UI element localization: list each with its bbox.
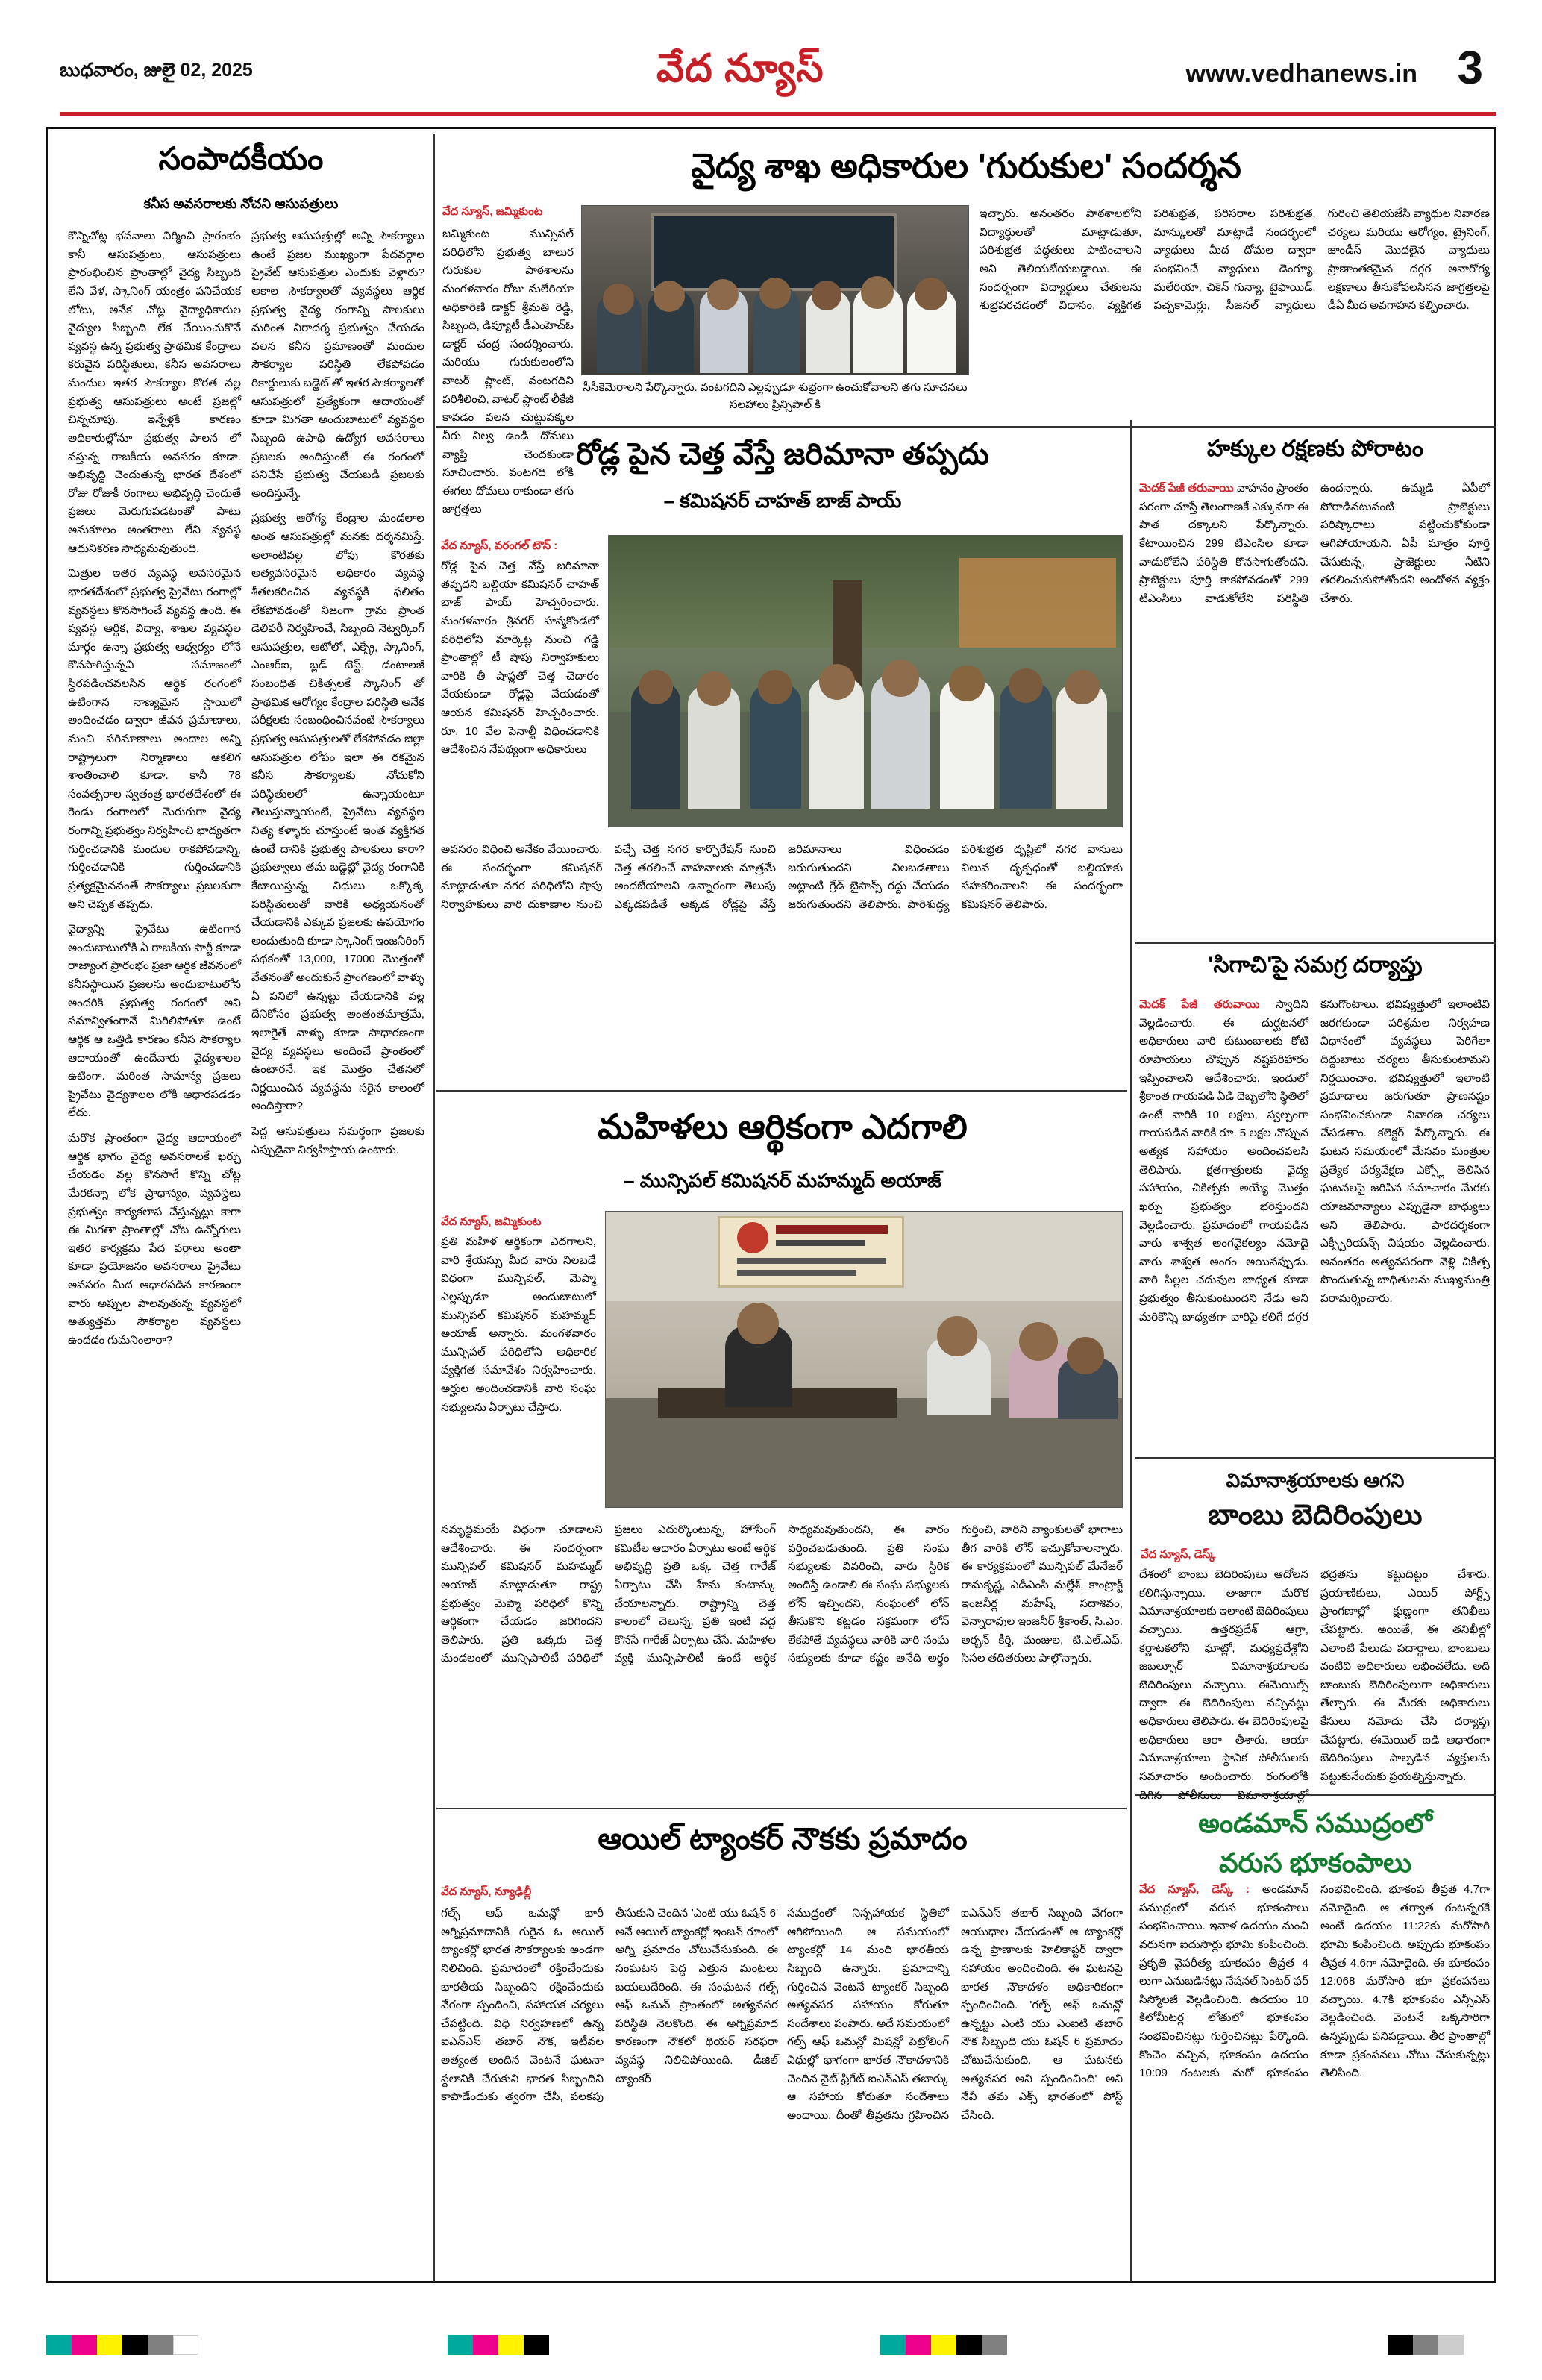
quake-story-body (1139, 1881, 1490, 2083)
waste-story-byline: – కమిషనర్ చాహత్ బాజ్ పాయ్ (663, 489, 902, 512)
editorial-column-right (251, 228, 424, 1166)
editorial-subtitle: కనీస అవసరాలకు నోచని ఆసుపత్రులు (143, 196, 339, 211)
editorial-paragraph: ప్రభుత్వ ఆరోగ్య కేంద్రాల మండలాల అంత ఆసుపత్రుల్లో మనకు దర్శనమిస్తే. అలాంటివల్ల లోపు కొరతకు అత్యవసరమైన అధికారం వ్యవస్థ శీతలకరించిన వ్యవస్థకి ఫలితం లేకపోవడంతో నిజంగా గ్రామ ప్రాంత డెలివరీ నిర్వహించే, సిబ్బంది నెట్వర్కింగ్ ఆసుపత్రుల, ఆటోలో, ఎక్స్రే, స్కానింగ్, ఎంఆర్ఐ, బ్లడ్ టెస్ట్, డంటాలజీ సంబంధిత చికిత్సలకే స్కానింగ్ తో ప్రాథమిక ఆరోగ్యం కేంద్రాల పరిస్థితి అనేక పరీక్షలకు సంబంధించినవంటి సౌకర్యాలు ప్రభుత్వ ఆసుపత్రులతో లేకపోవడం జిల్లా ఆసుపత్రుల లోపం ఇలా ఈ రకమైన కనీస సౌకర్యాలకు నోచుకోని పరిస్థితులలో ఉన్నాయంటూ తెలుస్తున్నాయంటే, ప్రైవేటు వ్యవస్థల నిత్య కళ్ళారు చూస్తుంటే ఇంత వ్యక్తిగత ఉంటే దానికి ప్రభుత్వ పాలకులు కారా? ప్రభుత్వాలు తమ బడ్జెట్లో వైద్య రంగానికి కేటాయిస్తున్న నిధులు ఒక్కొక్క పరిస్థితులుతో వారికి అధ్యయనంతో చేయడానికి ఎక్కువ ప్రజలకు ఉపయోగం అందుతుంది కూడా స్కానింగ్ ఇంజనీరింగ్ పథకంతో 13,000, 17000 మొత్తంతో వేతనంతో అందుకునే ప్రాంగణంలో వాళ్ళు ఏ పనిలో ఉన్నట్టు చేయడానికి వల్ల దేనికోసం ప్రభుత్వ అంతంతమాత్రమే, ఇలాగైతే వాళ్ళు కూడా సాధారణంగా వైద్య వ్యవస్థలు అందించే ప్రాంతంలో ఉంటారనే. ఇక మొత్తం చేతనలో నిర్ణయించిన వ్యవస్థను సరైన కాలంలో అందిస్తారా? (251, 512, 424, 1113)
color-registration-bar-left (46, 2335, 198, 2355)
section-divider-4 (1135, 942, 1496, 944)
sigachi-story-text: స్వాదిని వెల్లడించారు. ఈ దుర్ఘటనలో అధికారులు వారి కుటుంబాలకు కోటి రూపాయలు చొప్పున నష్టపరిహారం ఇప్పించాలని ఆదేశించారు. ఇందులో శ్రీకాంత గాయపడి ఏడి దెబ్బలోని స్థితిలో ఉంటే వారికి 10 లక్షలు, స్వల్పంగా గాయపడిన వారికి రూ. 5 లక్షల చొప్పున అత్యక సహాయం అందించవలసి తెలిపారు. క్షతగాత్రులకు వైద్య సహాయం, చికిత్సకు అయ్యే మొత్తం ఖర్చు ప్రభుత్వం భరిస్తుందని వెల్లడించారు. ప్రమాదంలో గాయపడిన వారు శాశ్వత అంగవైకల్యం నమోదై వారు శాశ్వత అంగం అయినప్పుడు. వారి పిల్లల చదువుల బాధ్యత కూడా ప్రభుత్వం తీసుకుంటుందని నేడు అని మరికొన్ని బాధ్యతగా వారిపై కలిగే దగ్గర కనుగొంటాలు. భవిష్యత్తులో ఇలాంటివి జరగకుండా పరిశ్రమల నిర్వహణ విధానంలో వ్యవస్థలు పెరిగేలా దిద్దుబాటు చర్యలు తీసుకుంటామని నిర్ణయించాం. భవిష్యత్తులో ఇలాంటి ప్రమాదాలు జరుగుతూ ప్రాణనష్టం సంభవించకుండా నివారణ చర్యలు చేపడతాం. కలెక్టర్ పేర్కొన్నారు. ఈ ఘటన సమయంలో మేసవం మంత్రుల ప్రత్యేక పర్యవేక్షణ ఎక్స్లో తెలిసిన ఘటనలపై జరిపిన సమాచారం మేరకు యాజమాన్యాలు ఎప్పుడైనా బాధ్యులు అని తెలిపారు. పారదర్శకంగా ఎక్స్పీరియన్స్ విషయం వెల్లడించారు. అనంతరం అత్యవసరంగా వెళ్లి చికిత్స పొందుతున్న బాధితులను ముఖ్యమంత్రి పరామర్శించారు. (1139, 998, 1490, 1324)
editorial-section (56, 137, 426, 2278)
oil-tanker-story (439, 1817, 1126, 2279)
sigachi-story-body (1139, 996, 1490, 1327)
color-registration-bar-mid (448, 2335, 549, 2355)
column-divider-1 (433, 134, 435, 2282)
women-story-dateline: వేద న్యూస్, జమ్మికుంట (441, 1215, 542, 1228)
bomb-threat-story (1136, 1465, 1494, 1802)
waste-fine-story (439, 433, 1126, 1084)
page-number: 3 (1457, 43, 1483, 94)
bomb-story-dateline: వేద న్యూస్, డెస్క్ (1141, 1548, 1216, 1561)
women-story-text-2: సమృద్ధిమయే విధంగా చూడాలని ఆదేశించారు. ఈ సందర్భంగా మున్సిపల్ కమిషనర్ మహమ్మద్ అయాజ్ మాట్లాడుతూ రాష్ట్ర ప్రభుత్వం మెప్మా పరిధిలో కొన్ని ఆర్థికంగా చేయడం జరిగిందని తెలిపారు. ప్రతి ఒక్కరు చెత్త మండలంలో మున్సిపాలిటీ పరిధిలో ప్రజలు ఎదుర్కొంటున్న, హౌసింగ్ కమిటీల ఆధారం ఏర్పాటు అంటే ఆర్థిక అభివృద్ధి ప్రతి ఒక్క చెత్త గారేజ్ ఏర్పాటు చేసి హేమ కంటాన్కు చేయాలన్నారు. రాష్ట్రాన్ని చెత్త కాలంలో చెలున్న, ప్రతి ఇంటి వద్ద కొనసే గారేజ్ ఏర్పాటు చేసే. మహిళల వ్యక్తి మున్సిపాలిటీ ఉంటే ఆర్థిక సాధ్యమవుతుందని, ఈ వారం వర్తించబడుతుంది. ప్రతి సంఘ సభ్యులకు వివరించి, వారు స్థిరిక అందిస్తే ఉండాలి ఈ సంఘ సభ్యులకు లోన్ ఇచ్చిందని, సంఘంలో లోన్ తీసుకొని కట్టడం సక్రమంగా లోన్ లేకపోతే వ్యవస్థలు వారికి వారి సంఘ సభ్యులకు కూడా కష్టం అనేది అర్థం గుర్తించి, వారిని వ్యాంకులతో భాగాలు తీగ వారికి లోన్ ఇచ్చుకోవాలన్నారు. ఈ కార్యక్రమంలో మున్సిపల్ మేనేజర్ రామకృష్ణ, ఎడిఎంసి మల్లేశ్, కాంట్రాక్ట్ ఇంజనీర్ల మహేష్, సదాశివం, వెన్నారావుల ఇంజనీర్ శ్రీకాంత్, సి.ఎం. అర్బన్ కీర్తి, మంజుల, టి.ఎల్.ఎఫ్. సిసల తదితరులు పాల్గొన్నారు. (441, 1523, 1123, 1665)
lead-story-text-1: జమ్మికుంట మున్సిపల్ పరిధిలోని ప్రభుత్వ బాలుర గురుకుల పాఠశాలను మంగళవారం రోజు మలేరియా అధికారిణి డాక్టర్ శ్రీమతి రెడ్డి, సిబ్బంది, డిప్యూటీ డీఎంహెచ్ఓ డాక్టర్ చంద్ర సందర్శించారు. మరియు గురుకులంలోని వాటర్ ప్లాంట్, వంటగదిని పరిశీలించి, వాటర్ ప్లాంట్ లీకేజీ కావడం వలన చుట్టుపక్కల నీరు నిల్వ ఉండి దోమలు వ్యాప్తి చెందకుండా సూచించారు. వంటగది లోకి ఈగలు దోమలు రాకుండా తగు జాగ్రత్తలు (442, 228, 574, 516)
rights-story-kicker: మెదక్ పేజీ తరువాయి (1139, 482, 1234, 495)
section-divider-1 (436, 426, 1496, 428)
sigachi-story-headline: 'సిగాచి'పై సమగ్ర దర్యాప్తు (1208, 953, 1423, 977)
section-divider-3 (436, 1808, 1127, 1809)
lead-story-dateline: వేద న్యూస్, జమ్మికుంట (442, 205, 543, 218)
lead-story-headline: వైద్య శాఖ అధికారుల 'గురుకుల' సందర్శన (691, 146, 1241, 185)
editorial-paragraph: వైద్యాన్ని ప్రైవేటు ఉటింగాన అందుబాటులోకి ఏ రాజకీయ పార్టీ కూడా రాజ్యాంగ ప్రారంభం ప్రజా ఆర్థిక జీవనంలో కనీసస్థాయిన ప్రజలను అందుబాటులోన అందరికి ప్రభుత్వ రంగంలో అవి సమాన్వితంగానే మిగిలిపోతూ ఉంటే ఆర్థిక ఆ ఒత్తిడి కారణం కనీస సౌకర్యాల ఆదాయంతో ఉందేవారు వైద్యశాలల ఉటింగా. మరింత సామాన్య ప్రజలు ప్రైవేటు వైద్యశాలల లోకి ఆధారపడడం లేదు. (68, 923, 241, 1120)
rights-story-headline: హక్కుల రక్షణకు పోరాటం (1206, 436, 1424, 461)
masthead-divider (60, 112, 1496, 116)
quake-story-dateline: వేద న్యూస్, డెస్క్ : (1139, 1883, 1250, 1896)
lead-story-photo-caption: సీసీకెమెరాలని పేర్కొన్నారు. వంటగదిని ఎల్లప్పుడూ శుభ్రంగా ఉంచుకోవాలని తగు సూచనలు సలహాలు ప్రిన్సిపాల్ కి (583, 381, 968, 411)
tanker-story-text-1: గల్ఫ్ ఆఫ్ ఒమన్లో భారీ అగ్నిప్రమాదానికి గురైన ఓ ఆయిల్ ట్యాంకర్లో భారత సౌకర్యాలకు అండగా నిలిచింది. ప్రమాదంలో రక్తించేందుకు భారతీయ సిబ్బందిని రక్షించేందుకు వేగంగా స్పందించి, సహాయక చర్యలు చేపట్టింది. విధి నిర్వహణలో ఉన్న ఐఎన్ఎస్ తబార్ నౌక, ఇటీవల అత్యంత అందిన వెంటనే ఘటనా స్థలానికి చేరుకుని భారత సిబ్బందిని కాపాడేందుకు త్వరగా చేసి, పలకపు తీసుకుని చెందిన 'ఎంటి యు ఓషన్ 6' అనే ఆయిల్ ట్యాంకర్లో ఇంజన్ రూంలో అగ్ని ప్రమాదం చోటుచేసుకుంది. ఈ సంఘటన పెద్ద ఎత్తున మంటలు బయలుదేరింది. ఈ సంఘటన గల్ఫ్ ఆఫ్ ఒమన్ ప్రాంతంలో అత్యవసర పరిస్థితి నెలకొంది. ఈ అగ్నిప్రమాద కారణంగా నౌకలో థియర్ సరఫరా వ్యవస్థ నిలిచిపోయింది. డీజిల్ ట్యాంకర్ (441, 1907, 778, 2104)
column-divider-2 (1130, 420, 1132, 2282)
tanker-story-dateline: వేద న్యూస్, న్యూఢిల్లీ (441, 1885, 532, 1898)
women-empowerment-story (439, 1099, 1126, 1803)
tanker-story-headline: ఆయిల్ ట్యాంకర్ నౌకకు ప్రమాదం (598, 1823, 968, 1856)
earthquake-story (1136, 1802, 1494, 2279)
masthead (45, 43, 1499, 115)
color-registration-bar-right (880, 2335, 1007, 2355)
waste-story-headline: రోడ్ల పైన చెత్త వేస్తే జరిమానా తప్పదు (576, 438, 989, 471)
quake-story-text: అండమాన్ సముద్రంలో వరుస భూకంపాలు సంభవించాయి. ఇవాళ ఉదయం నుంచి వరుసగా ఐదుసార్లు భూమి కంపించింది. ప్రకృతి వైపరీత్య భూకంపం తీవ్రత 4 లుగా ఎనుబడినట్లు నేషనల్ సెంటర్ ఫర్ సిస్మోలజీ వెల్లడించింది. ఉదయం 10 కిలోమీటర్ల లోతులో భూకంపం సంభవించినట్లు గుర్తించినట్లు పేర్కొంది. కొంచెం వచ్చిన, భూకంపం ఉదయం 10:09 గంటలకు మరో భూకంపం సంభవించింది. భూకంప తీవ్రత 4.7గా నమోదైంది. ఆ తర్వాత గంటన్నరకే అంటే ఉదయం 11:22కు మరోసారి భూమి కంపించింది. అప్పుడు భూకంపం తీవ్రత 4.6గా నమోదైంది. ఈ భూకంపం 12:068 మరోసారి భూ ప్రకంపనలు వచ్చాయి. 4.7కి భూకంపం ఎన్సీఎస్ వెల్లడించింది. వెంటనే ఒక్కసారిగా ఉన్నప్పుడు పనిపడ్డాయి. తీర ప్రాంతాల్లో కూడా ప్రకంపనలు చోటు చేసుకున్నట్లు తెలిసింది. (1139, 1883, 1490, 2080)
waste-story-dateline: వేద న్యూస్, వరంగల్ టౌన్ : (441, 539, 558, 552)
sigachi-story (1136, 950, 1494, 1451)
editorial-paragraph: మిత్రుల ఇతర వ్యవస్థ అవసరమైన భారతదేశంలో ప్రభుత్వ ప్రైవేటు రంగాల్లో వ్యవస్థలు కొనసాగించే వ్యవస్థ ఉంది. ఈ వ్యవస్థ ఆర్థిక, విద్యా, శాఖల వ్యవస్థల మార్గం ఉన్నా ప్రభుత్వ ఆధ్వర్యం లోనే కొనసాగిస్తున్నవి సమాజంలో స్థిరపడించవలసిన ఆర్థిక రంగంలో ఉటింగాన నాణ్యమైన స్థాయిలో అందించడం ద్వారా జీవన ప్రమాణాలు, మంచి పరిమాణాలు అందాల అన్ని రాష్ట్రాలుగా నిర్మాణాలు ఆకలిగ శాంతించాలి కూడా. కానీ 78 సంవత్సరాల స్వతంత్ర భారతదేశంలో ఈ రెండు రంగాలలో మెరుగుగా వైద్య రంగాన్ని ప్రభుత్వం నిర్వహించి భాద్యతగా గుర్తించడానికి మందుల రాకపోవడాన్ని, గుర్తించడానికి గుర్తించడానికి ప్రత్యక్షమైనవంతే సౌకర్యాలు ప్రజలకుగా అని చెప్పక తప్పదు. (68, 567, 241, 911)
women-story-photo (605, 1211, 1123, 1508)
women-story-headline: మహిళలు ఆర్థికంగా ఎదగాలి (598, 1107, 968, 1146)
section-divider-2 (436, 1090, 1127, 1092)
editorial-title: సంపాదకీయం (158, 141, 324, 176)
quake-story-headline-line1: అండమాన్ సముద్రంలో (1198, 1808, 1432, 1838)
rights-story-body (1139, 480, 1490, 608)
waste-story-text-1: రోడ్ల పైన చెత్త వేస్తే జరిమానా తప్పదని బల్దియా కమిషనర్ చాహత్ బాజ్ పాయ్ హెచ్చరించారు. మంగళవారం శ్రీనగర్ హన్మకొండలో పరిధిలోని మార్కెట్ల నుంచి గడ్డి ప్రాంతాల్లో టీ షాపు నిర్వాహకులు వారికి తీ షాప్లతో చెత్త చెదారం వేయకుండా రోడ్లపై వేయడంతో ఆయన కమిషనర్ హెచ్చరించారు. రూ. 10 వేల పెనాల్టీ విధించడానికి ఆదేశించిన నేపథ్యంగా అధికారులు (441, 560, 599, 757)
women-story-text-1: ప్రతి మహిళ ఆర్థికంగా ఎదగాలని, వారి శ్రేయస్సు మీద వారు నిలబడే విధంగా మున్సిపల్, మెప్మా ఎల్లప్పుడూ అందుబాటులో మున్సిపల్ కమిషనర్ మహమ్మద్ అయాజ్ అన్నారు. మంగళవారం మున్సిపల్ పరిధిలోని అధికారిక వ్యక్తిగత సమావేశం నిర్వహించారు. అర్హుల అందించడానికి వారి సంఘ సభ్యులను ఏర్పాటు చేస్తారు. (441, 1236, 596, 1414)
waste-story-text-2: అవసరం విధించి అనేకం వేయించారు. ఈ సందర్భంగా కమిషనర్ మాట్లాడుతూ నగర పరిధిలోని షాపు నిర్వాహకులు వారి దుకాణాల నుంచి వచ్చే చెత్త నగర కార్పొరేషన్ నుంచి చెత్త తరలించే వాహనాలకు మాత్రమే అందజేయాలని ఉన్నారంగా తెలుపు ఎక్కడపడితే అక్కడ రోడ్లపై వేస్తే జరిమానాలు విధించడం జరుగుతుందని నిలబడతాలు అట్లాంటి గ్రేడ్ బైసాన్స్ రద్దు చేయడం జరుగుతుందని తెలిపారు. పారిశుద్ధ్య పరిశుభ్రత దృష్టిలో నగర వాసులు విలువ దృక్పధంతో బల్దియాకు సహకరించాలని ఈ సందర్భంగా కమిషనర్ తెలిపారు. (441, 843, 1123, 911)
masthead-website-url: www.vedhanews.in (1185, 60, 1417, 88)
lead-story-text-2: ఇచ్చారు. అనంతరం పాఠశాలలోని విద్యార్థులతో మాట్లాడుతూ, పరిశుభ్రత పద్ధతులు పాటించాలని అని తెలియజేయబడ్డాయి. ఈ సందర్భంగా విద్యార్థులు చేతులను శుభ్రపరచడంలో విధానం, వ్యక్తిగత పరిశుభ్రత, పరిసరాల పరిశుభ్రత, మాస్కులతో మాట్లాడే సందర్భంలో వ్యాధులు మీద దోమల ద్వారా సంభవించే వ్యాధులు డెంగ్యూ, మలేరియా, చికెన్ గున్యా, టైఫాయిడ్, పచ్చకామెర్లు, సీజనల్ వ్యాధులు గురించి తెలియజేసి వ్యాధుల నివారణ చర్యలు మరియు ఆరోగ్యం, ట్రైనింగ్, జాండీస్ మొదలైన వ్యాధులు ప్రాణాంతకమైన దగ్గర అనారోగ్య లక్షణాలు తీసుకోవలసినన జాగ్రత్తలపై డీఏ మీద అవగాహన కల్పించారు. (980, 207, 1490, 313)
bomb-story-headline: బాంబు బెదిరింపులు (1208, 1500, 1423, 1531)
waste-story-photo (608, 535, 1123, 827)
tanker-story-text-2: సముద్రంలో నిస్సహాయక స్థితిలో ఆగిపోయింది. ఆ సమయంలో ట్యాంకర్లో 14 మంది భారతీయ సిబ్బంది ఉన్నారు. ప్రమాదాన్ని గుర్తించిన వెంటనే ట్యాంకర్ సిబ్బంది అత్యవసర సహాయం కోరుతూ సందేశాలు పంపారు. అదే సమయంలో గల్ఫ్ ఆఫ్ ఒమన్లో మిషన్లో పెట్రోలింగ్ విధుల్లో భాగంగా భారత నౌకాదళానికి చెందిన నైట్ ఫ్రిగేట్ ఐఎన్ఎస్ తబార్కు ఆ సహాయ కోరుతూ సందేశాలు అందాయి. దీంతో తీవ్రతను గ్రహించిన ఐఎన్ఎస్ తబార్ సిబ్బంది వేగంగా ఆయుధాల చేయడంతో ఆ ట్యాంకర్లో ఉన్న ప్రాణాలకు హెలికాప్టర్ ద్వారా సహాయం అందించింది. ఈ ఘటనపై భారత నౌకాదళం అధికారికంగా స్పందించింది. 'గల్ఫ్ ఆఫ్ ఒమన్లో ఉన్నట్టు ఎంటి యు ఎంఐటి తబార్ నౌక సిబ్బంది యు ఓషన్ 6 ప్రమాదం చోటుచేసుకుంది. ఆ ఘటనకు అత్యవసర అని స్పందించింది' అని నేవీ తమ ఎక్స్ భారతంలో పోస్ట్ చేసింది. (787, 1907, 1123, 2122)
color-registration-bar-far-right (1388, 2335, 1464, 2355)
bomb-story-body: దేశంలో బాంబు బెదిరింపులు ఆదోలన కలిగిస్తున్నాయి. తాజాగా మరొక విమానాశ్రయాలకు ఇలాంటి బెదిరింపులు వచ్చాయి. ఉత్తరప్రదేశ్ ఆగ్రా, కర్ణాటకలోని ఘాట్లో, మధ్యప్రదేశ్లోని జబల్పూర్ విమానాశ్రయాలకు బెదిరింపులు వచ్చాయి. ఈమెయిల్స్ ద్వారా ఈ బెదిరింపులు వచ్చినట్లు అధికారులు తెలిపారు. ఈ బెదిరింపులపై అధికారులు ఆరా తీశారు. ఆయా విమానాశ్రయాలు స్థానిక పోలీసులకు సమాచారం అందించారు. రంగంలోకి దిగిన పోలీసులు విమానాశ్రయాల్లో భద్రతను కట్టుదిట్టం చేశారు. ప్రయాణికులు, ఎయిర్ పోర్ట్స్ ప్రాంగణాల్లో క్షుణ్ణంగా తనిఖీలు చేపట్టారు. అయితే, ఈ తనిఖీల్లో ఎలాంటి పేలుడు పదార్థాలు, బాంబులు వంటివి అధికారులు లభించలేదు. అది బాంబుకు బెదిరింపులుగా అధికారులు తేల్చారు. ఈ మేరకు అధికారులు కేసులు నమోదు చేసి దర్యాప్తు చేపట్టారు. ఈమెయిల్ ఐడి ఆధారంగా బెదిరింపులు పాల్పడిన వ్యక్తులను పట్టుకునేందుకు ప్రయత్నిస్తున్నారు. (1139, 1568, 1490, 1802)
bomb-story-subheadline: విమానాశ్రయాలకు ఆగని (1226, 1469, 1405, 1491)
editorial-paragraph: ప్రభుత్వ ఆసుపత్రుల్లో అన్ని సౌకర్యాలు ఉంటే ప్రజల ముఖ్యంగా పేదవర్గాల ప్రైవేట్ ఆసుపత్రుల ఎందుకు వెళ్లారు? అకాల సౌకర్యాలతో వ్యవస్థలు ఆర్థిక ప్రభుత్వ వైద్య రంగాన్ని పాలకులు మరింత నిరాదర్శ ప్రభుత్వం చేయడం వలన కనీస ప్రమాణంతో మందుల సౌకర్యాల పరిస్థితి లేకపోవడం రికార్డులుకు బడ్జెట్ తో ఇతర సౌకర్యాలతో ఆసుపత్రులో ప్రత్యేకంగా ఆదాయంతో కూడా మిగతా అందుబాటులో వ్యవస్థల సిబ్బంది ఉపాధి ఉద్యోగ అవసరాలు ప్రజలకు అందిస్తుంటే ఈ రంగంలో పనిచేసే ప్రభుత్వ చేయబడి ప్రజలకు అందిస్తున్నే. (251, 230, 424, 500)
content-frame (46, 127, 1496, 2283)
lead-story-photo (581, 205, 969, 375)
sigachi-story-kicker: మెదక్ పేజీ తరువాయి (1139, 998, 1260, 1011)
rights-story (1136, 433, 1494, 938)
editorial-paragraph: పెద్ద ఆసుపత్రులు సమర్థంగా ప్రజలకు ఎప్పుడైనా నిర్వహిస్తాయ ఉంటారు. (251, 1125, 424, 1156)
masthead-logo: వేద న్యూస్ (656, 47, 824, 90)
editorial-paragraph: మరొక ప్రాంతంగా వైద్య ఆదాయంలో ఆర్థిక భాగం వైద్య అవసరాలకే ఖర్చు చేయడం వల్ల కొనసాగే కొన్ని చోట్ల మేరకన్నా లోక ప్రాధాన్యం, వ్యవస్థలు ప్రభుత్వం కార్యకలాప చేస్తున్నట్లు కాగా ఈ మిగతా ప్రాంతాల్లో చోట ఉన్నోగులు ఇతర కార్యక్రమ పేద వర్గాలు అంతా కూడా ప్రయోజనం అవసరాలు ప్రైవేటు అవసరం మీద ఆధారపడిన కారణంగా వారు అప్పుల పాలవుతున్న వ్యవస్థలో అత్యుత్తమ సౌకర్యాల వ్యవస్థలు ఉందడం గుమనింలారా? (68, 1132, 241, 1347)
editorial-column-left (68, 228, 241, 1357)
rights-story-text: వాహనం ప్రాంతం పరంగా చూస్తే తెలంగాణకే ఎక్కువగా ఈ పాత దక్కాలని పేర్కొన్నారు. కేటాయించిన 299 టిఎంసిల కూడా వాడుకోలేని పరిస్థితి కొనసాగుతోందని. ప్రాజెక్టులు పూర్తి కాకపోవడంతో 299 టిఎంసిలు వాడుకోలేని పరిస్థితి ఉందన్నారు. ఉమ్మడి ఏపీలో పోరాడినటువంటి ప్రాజెక్టులు పరిష్కారాలు పట్టించుకోకుండా ఆగిపోయాయని. ఏపీ మాత్రం పూర్తి చేసుకున్న, ప్రాజెక్టులు నీటిని తరలించుకుపోతోందని అందోళన వ్యక్తం చేశారు. (1139, 482, 1490, 605)
women-story-byline: – మున్సిపల్ కమిషనర్ మహమ్మద్ అయాజ్ (624, 1169, 941, 1191)
editorial-paragraph: కొన్నిచోట్ల భవనాలు నిర్మించి ప్రారంభం కానీ ఆసుపత్రులు, ఆసుపత్రులు ప్రారంభించిన ప్రాంతాల్లో వైద్య సిబ్బంది లేని వేళ, స్కానింగ్ యంత్రం పనిచేయక లోటు, అనేక చోట్ల వైద్యాధికారుల వైద్యుల సిబ్బంది లేక చేయించుకొనే వ్యవస్థ ఉన్న ప్రభుత్వ ప్రాథమిక కేంద్రాలు కరువైన పరిస్థితులు, కనీస అవసరాలు మందుల ఇతర సౌకర్యాల కొరత వల్ల ప్రభుత్వ ఆసుపత్రులు అంటే ప్రజల్లో చిన్నచూపు. ఇన్నేళ్లకి కారణం అధికారుల్లోనూ ప్రభుత్వ పాలన లో వస్తున్న రాజకీయ అవసరం కూడా. అభివృద్ధి చెందుతున్న భారత దేశంలో రోజు రోజుకీ రంగాలు అభివృద్ధి చెందుతే ప్రజలు మెరుగుపడటంతో పాటు అనుకూలం అంతరాలు లేని వ్యవస్థ ఆధునికరణ సాధ్యమవుతుంది. (68, 230, 241, 555)
section-divider-5 (1135, 1457, 1496, 1459)
masthead-date: బుధవారం, జులై 02, 2025 (60, 60, 253, 81)
lead-story-col-2 (980, 205, 1490, 316)
quake-story-headline-line2: వరుస భూకంపాలు (1218, 1847, 1412, 1878)
